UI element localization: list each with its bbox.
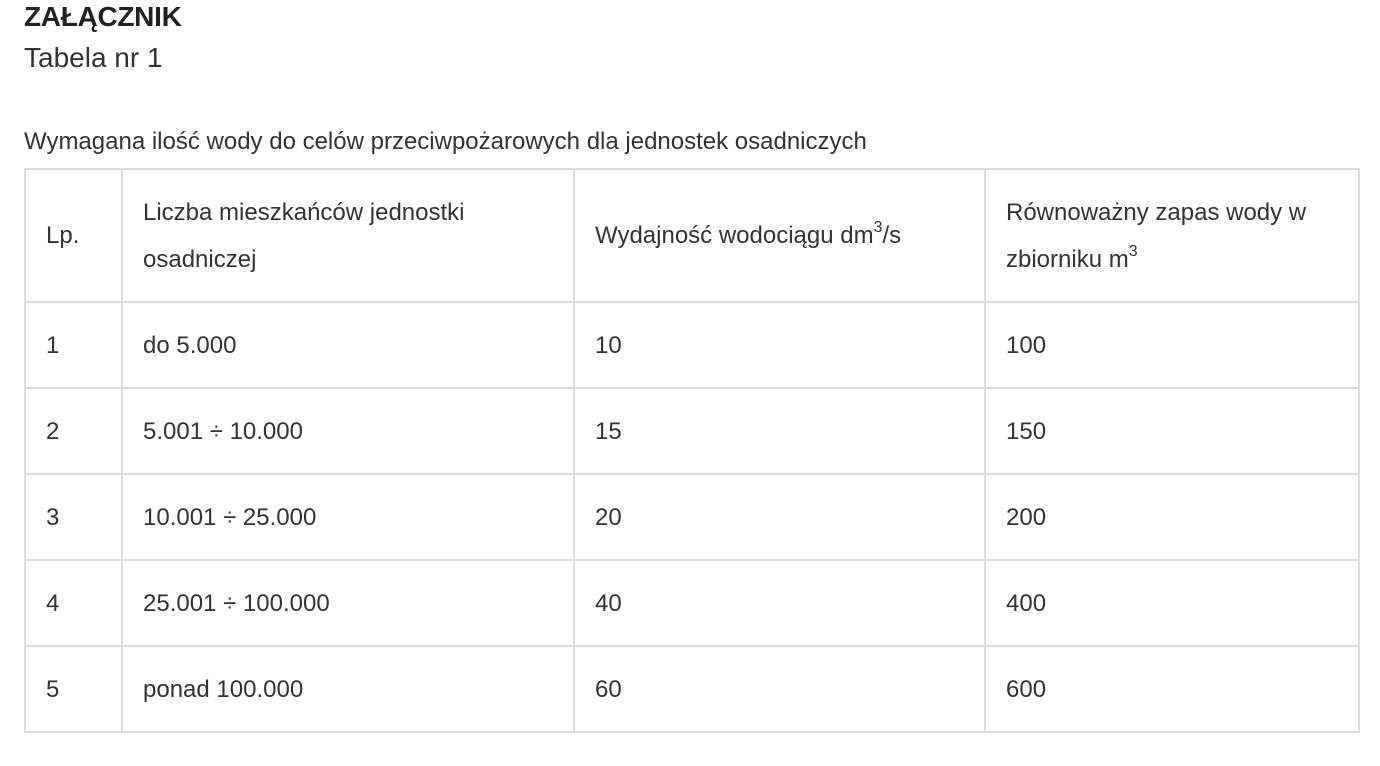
header-capacity-sup: 3 — [873, 219, 883, 236]
cell-reserve: 100 — [985, 302, 1359, 388]
cell-population: 25.001 ÷ 100.000 — [122, 560, 574, 646]
cell-population: 10.001 ÷ 25.000 — [122, 474, 574, 560]
table-row — [25, 388, 1359, 474]
header-capacity — [574, 169, 985, 302]
cell-capacity: 60 — [574, 646, 985, 732]
cell-reserve: 200 — [985, 474, 1359, 560]
cell-population: ponad 100.000 — [122, 646, 574, 732]
header-capacity-text: Wydajność wodociągu dm — [595, 222, 874, 249]
cell-population: 5.001 ÷ 10.000 — [122, 388, 574, 474]
cell-capacity: 10 — [574, 302, 985, 388]
cell-lp: 5 — [25, 646, 122, 732]
water-requirements-table — [24, 168, 1360, 733]
table-caption: Wymagana ilość wody do celów przeciwpożarowych dla jednostek osadniczych — [24, 128, 867, 155]
cell-reserve: 600 — [985, 646, 1359, 732]
table-number: Tabela nr 1 — [24, 42, 163, 73]
cell-population: do 5.000 — [122, 302, 574, 388]
header-population: Liczba mieszkańców jednostki osadniczej — [122, 169, 574, 302]
cell-capacity: 15 — [574, 388, 985, 474]
table-row — [25, 560, 1359, 646]
header-lp: Lp. — [25, 169, 122, 302]
cell-capacity: 20 — [574, 474, 985, 560]
attachment-heading: ZAŁĄCZNIK — [24, 1, 182, 32]
cell-capacity: 40 — [574, 560, 985, 646]
table-row — [25, 474, 1359, 560]
header-capacity-tail: /s — [882, 222, 902, 249]
cell-reserve: 150 — [985, 388, 1359, 474]
table-header-row — [25, 169, 1359, 302]
cell-reserve: 400 — [985, 560, 1359, 646]
header-reserve — [985, 169, 1359, 302]
header-reserve-text: Równoważny zapas wody w zbiorniku m — [1006, 198, 1307, 273]
cell-lp: 1 — [25, 302, 122, 388]
cell-lp: 4 — [25, 560, 122, 646]
cell-lp: 2 — [25, 388, 122, 474]
cell-lp: 3 — [25, 474, 122, 560]
table-row — [25, 302, 1359, 388]
table-row — [25, 646, 1359, 732]
header-reserve-sup: 3 — [1128, 242, 1138, 260]
